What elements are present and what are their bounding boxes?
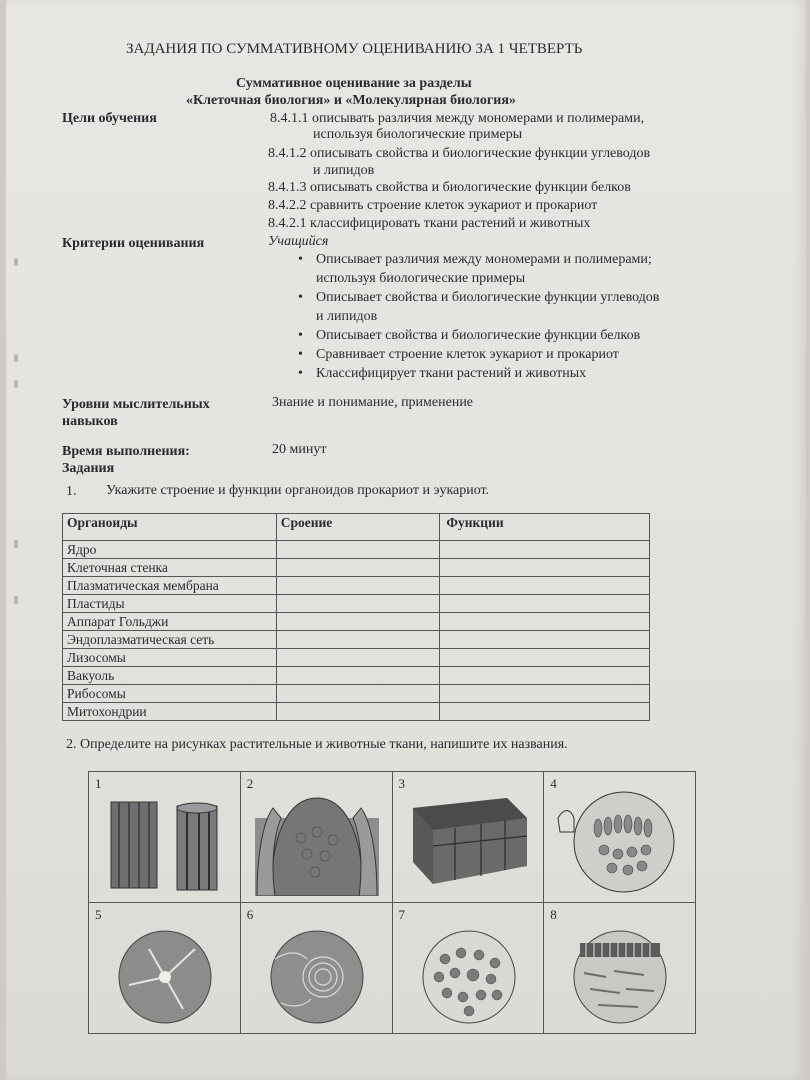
figure-cell [544,772,696,903]
organelle-name: Лизосомы [63,649,277,667]
punch-mark [14,354,18,362]
figure-number: 1 [95,776,102,791]
function-cell[interactable] [440,631,650,649]
organelle-name: Плазматическая мембрана [63,577,277,595]
goal-item: и липидов [313,163,375,178]
organelle-name: Вакуоль [63,667,277,685]
connective-tissue-image [554,919,686,1027]
tasks-label: Задания [62,461,115,476]
document-title: ЗАДАНИЯ ПО СУММАТИВНОМУ ОЦЕНИВАНИЮ ЗА 1 ЧЕТВЕРТЬ [126,41,583,57]
criteria-item: • Описывает различия между мономерами и полимерами; [298,250,659,269]
structure-cell[interactable] [276,559,440,577]
figure-number: 3 [398,776,405,791]
criteria-item: • Классифицирует ткани растений и животных [298,364,659,383]
punch-mark [14,258,18,266]
criteria-item-continued: и липидов [316,309,378,324]
function-cell[interactable] [440,577,650,595]
structure-cell[interactable] [276,577,440,595]
structure-cell[interactable] [276,649,440,667]
criteria-intro: Учащийся [268,234,329,249]
structure-cell[interactable] [276,685,440,703]
function-cell[interactable] [440,541,650,559]
organelle-name: Митохондрии [63,703,277,721]
figure-cell [89,903,241,1034]
task1-number: 1. [66,484,77,499]
vascular-tissue-image [99,788,231,896]
structure-cell[interactable] [276,703,440,721]
structure-cell[interactable] [276,541,440,559]
task2-text: 2. Определите на рисунках растительные и животные ткани, напишите их названия. [66,737,568,752]
criteria-item-continued: используя биологические примеры [316,271,526,286]
table-row [63,541,650,559]
figure-number: 8 [550,907,557,922]
table-row [63,613,650,631]
goal-item: 8.4.2.2 сравнить строение клеток эукариот и прокариот [268,198,598,213]
function-cell[interactable] [440,685,650,703]
punch-mark [14,540,18,548]
function-cell[interactable] [440,667,650,685]
structure-cell[interactable] [276,631,440,649]
goal-item: 8.4.2.1 классифицировать ткани растений и животных [268,216,591,231]
skills-value: Знание и понимание, применение [272,395,474,410]
table-row [63,631,650,649]
goal-item: 8.4.1.2 описывать свойства и биологические функции углеводов [268,146,651,161]
function-cell[interactable] [440,649,650,667]
figure-cell [392,903,544,1034]
goal-item: 8.4.1.1 описывать различия между мономерами и полимерами, [270,111,645,126]
criteria-item: • Сравнивает строение клеток эукариот и прокариот [298,345,659,364]
bone-tissue-image [251,919,383,1027]
organelle-name: Клеточная стенка [63,559,277,577]
organelles-table [62,513,650,721]
table-row [63,595,650,613]
table-row [63,559,650,577]
time-label: Время выполнения: [62,444,190,459]
nerve-tissue-image [99,919,231,1027]
figure-cell [392,772,544,903]
section-subtitle-topics: «Клеточная биология» и «Молекулярная биология» [186,93,516,108]
table-row [63,703,650,721]
organelle-name: Ядро [63,541,277,559]
structure-cell[interactable] [276,667,440,685]
goals-label: Цели обучения [62,111,157,126]
skills-label-2: навыков [62,414,118,429]
skills-label: Уровни мыслительных [62,397,210,412]
figure-number: 6 [246,907,254,922]
tissue-figures-grid [88,771,696,1034]
blood-tissue-image [403,919,535,1027]
table-row [63,685,650,703]
goal-item: 8.4.1.3 описывать свойства и биологические функции белков [268,180,631,195]
organelle-name: Пластиды [63,595,277,613]
organelle-name: Аппарат Гольджи [63,613,277,631]
section-subtitle: Суммативное оценивание за разделы [236,76,472,91]
function-cell[interactable] [440,595,650,613]
figure-cell [544,903,696,1034]
time-value: 20 минут [272,442,327,457]
table-header-cell: Функции [440,514,650,541]
table-header-cell: Сроение [276,514,440,541]
meristem-tissue-image [251,788,383,896]
criteria-item: • Описывает свойства и биологические функции белков [298,326,659,345]
function-cell[interactable] [440,613,650,631]
figure-number: 7 [398,907,405,922]
goal-item: используя биологические примеры [313,127,523,142]
organelle-name: Эндоплазматическая сеть [63,631,277,649]
criteria-list [298,250,659,383]
criteria-label: Критерии оценивания [62,236,205,251]
organelle-name: Рибосомы [63,685,277,703]
figure-number: 2 [246,776,254,791]
figure-number: 4 [550,776,557,791]
structure-cell[interactable] [276,595,440,613]
punch-mark [14,596,18,604]
table-row [63,577,650,595]
table-header-row [63,514,650,541]
function-cell[interactable] [440,703,650,721]
figure-cell [240,903,392,1034]
punch-mark [14,380,18,388]
figure-number: 5 [95,907,102,922]
function-cell[interactable] [440,559,650,577]
structure-cell[interactable] [276,613,440,631]
leaf-tissue-image [554,788,686,896]
figure-cell [240,772,392,903]
epidermal-tissue-image [403,788,535,896]
criteria-item: • Описывает свойства и биологические функции углеводов [298,288,659,307]
table-row [63,667,650,685]
task1-text: Укажите строение и функции органоидов прокариот и эукариот. [106,483,490,498]
table-header-cell: Органоиды [63,514,277,541]
table-row [63,649,650,667]
figure-cell [89,772,241,903]
